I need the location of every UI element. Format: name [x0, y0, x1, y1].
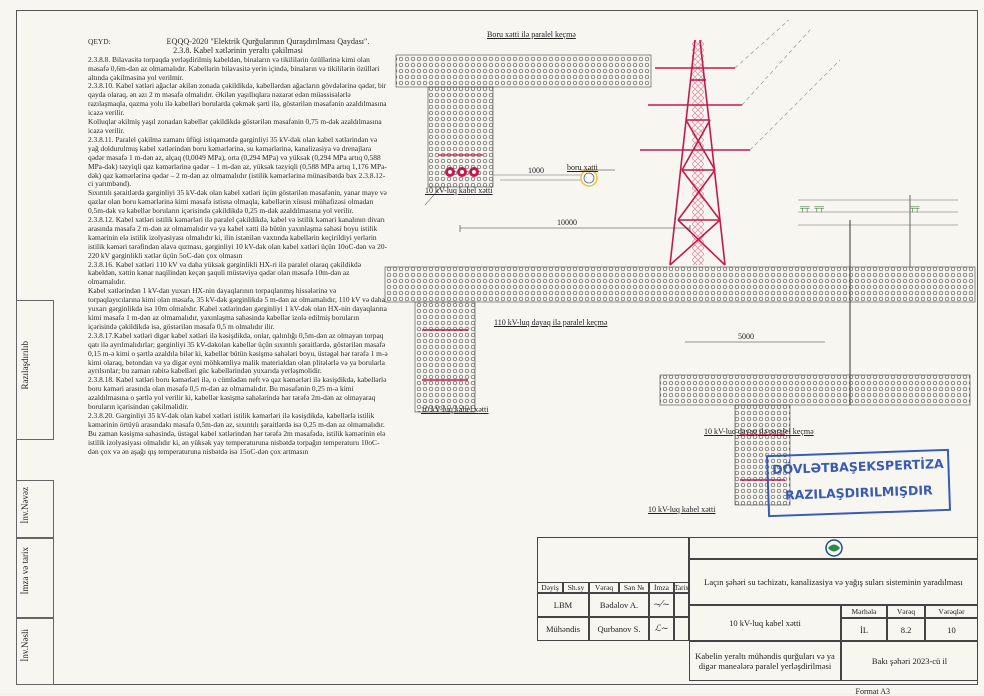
- tb-format: Format A3: [855, 687, 890, 696]
- title-pipe-parallel: Boru xətti ilə paralel keçmə: [487, 30, 576, 39]
- company-logo-icon: [823, 539, 845, 557]
- tb-h-vereq-no: Vərəq: [887, 605, 925, 618]
- tb-h-vereq: Vərəq: [589, 582, 619, 593]
- tb-h-sen: Sən №: [619, 582, 649, 593]
- strip-cell-razilasdirilib: [16, 300, 54, 440]
- paragraph: 2.3.8.16. Kabel xətləri 110 kV və daha yüksək gərginlikli HX-ri ilə paralel olaraq çəkildikdə kabeldən, xəttin kənar naqilindən keçən şaquli müstəviyə qədər olan məsafə 10m-dən az olmamalıdır.: [88, 259, 362, 287]
- pipe-symbol: [581, 170, 597, 186]
- tb-h-shsy: Sh.sy: [563, 582, 589, 593]
- title-110kv: 110 kV-luq dayaq ilə paralel keçmə: [494, 318, 608, 327]
- soil-layer-3: [660, 375, 970, 405]
- paragraph: 2.3.8.20. Gərginliyi 35 kV-dək olan kabel xətləri istilik kəmərləri ilə kəsişdikdə, kabellərlə istilik kəmərinin örtüyü arasındakı məsafə 0,5m-dən az, sıxıntılı şəraitlərdə isə 0,25 m-dən az olmamalıdır. Bu zaman kəsişmə sahəsində, üstəgəl kabel xətlərindən hər tərəfə 2m məsafədə, istilik kəmərinin elə istilik izolyasiyası olmalıdır ki, ən yüksək yay temperaturuna nisbətdə torpağın temperaturu 10oC-dən çox və ən aşağı qış temperaturuna nisbətdə isə 15oC-dən çox artmasın: [88, 410, 386, 456]
- tb-v-vereqler: 10: [925, 618, 978, 641]
- tb-description: Kabelin yeraltı mühəndis qurğuları və ya digər maneələrə paralel yerləşdirilməsi: [689, 641, 841, 681]
- soil-layer-1: [396, 55, 651, 87]
- paragraph: 2.3.8.17.Kabel xətləri digər kabel xətləri ilə kəsişdikdə, onlar, qalınlığı 0,5m-dən az olmayan torpaq qatı ilə ayrılmalıdırlar; gərginliyi 35 kV-dəkolan kabellər üçün sıxıntılı şəraitlərdə, göstərilən məsafə 0,15 m-ə kimi o şərtlə azaldıla bilər ki, kabellər bütün kəsişmə sahələri boyu, üstəgəl hər tərəfə 1 m-ə kimi olaraq, betondan və ya digər eyni möhkəmliyə malik materialdan olan plitələrlə və ya borularla ayrılsınlar; bu zaman rabitə kabelləri güc kabellərindən yuxarıda yerləşmolidir.: [88, 330, 388, 376]
- paragraph: Kolluqlar əkilmiş yaşıl zonadan kabellər çəkildikdə göstərilən məsafənin 0,75 m-dək azaldılmasına icazə verilir.: [88, 117, 382, 135]
- tb-v-vereq: 8.2: [887, 618, 925, 641]
- tb-date-2: [674, 617, 689, 641]
- dim-5000: 5000: [738, 332, 754, 341]
- tb-h-imza: İmza: [649, 582, 674, 593]
- trench-2: [415, 302, 475, 412]
- svg-text:╤╤ ╤╤: ╤╤ ╤╤: [800, 204, 825, 213]
- strip-label-imza-tarix: İmza və tarix: [20, 547, 30, 595]
- left-binding-strip: [16, 300, 54, 685]
- paragraph: 2.3.8.11. Paralel çəkilmə zamanı üfüqi istiqamətdə gərginliyi 35 kV-dək olan kabel xətlərindən və yağ doldurulmuş kabel xətlərindən boru kəmərlərinə, su kəmərlərinə, kanalizasiya və drenajlara qədər məsafə 1 m-dən az, alçaq (0,0049 MPa), orta (0,294 MPa) və yüksək (0,294 MPa artıq 0,588 MPa-dək) təzyiqli qaz kəmərlərinə qədər – 1 m-dən az, yüksək təzyiqli (0,588 MPa artıq 1,176 MPa-dək) qaz kəmərlərinə qədər – 2 m-dən az olmamalıdır (istilik kəmərlərinə münasibətdə bax 2.3.8.12-ci yarımbənd).: [88, 134, 387, 189]
- dim-10000: 10000: [557, 218, 577, 227]
- tb-v-marhala: İL: [841, 618, 887, 641]
- strip-cell-inv-novoz: [16, 480, 54, 538]
- strip-label-razilasdirilib: Razılaşdırılıb: [20, 341, 30, 390]
- strip-label-inv-novoz: İnv.Nəvəz: [20, 487, 30, 524]
- engineering-drawing: [380, 20, 978, 520]
- tb-city-year: Bakı şəhəri 2023-cü il: [841, 641, 978, 681]
- strip-cell-imza-tarix: [16, 538, 54, 618]
- paragraph: 2.3.8.8. Bilavasitə torpaqda yerləşdirilmiş kabeldən, binaların və tikililərin özüllərinə kimi olan məsafə 0,6m-dən az olmamalıdır. Kabellərin bilavasitə yerin içində, binaların və tikililərin özülləri altında çəkilməsinə yol verilmir.: [88, 54, 380, 82]
- soil-layer-2: [385, 267, 975, 302]
- tb-role-2: Mühəndis: [537, 617, 589, 641]
- title-10kv-support: 10 kV-luq dayaq ilə paralel keçmə: [704, 427, 814, 436]
- dim-1000: 1000: [528, 166, 544, 175]
- tb-h-tarix: Tarix: [674, 583, 689, 592]
- signature-1: ~⁄~: [649, 593, 674, 617]
- paragraph: Sıxıntılı şəraitlərdə gərginliyi 35 kV-dək olan kabel xətləri üçün göstərilən məsafənin, yanar maye və qazlar olan boru kəmərlərinə kimi məsafə istisna olmaqla, kabellərin xüsusi mühafizəsi olmadan 0,5m-dək və kabellər boruların içərisində çəkildikdə 0,25 m-dək azaldılmasına yol verilir.: [88, 188, 387, 216]
- title-block: [537, 537, 978, 696]
- tb-name-1: Bədəlov A.: [589, 593, 649, 617]
- paragraph: 2.3.8.18. Kabel xətləri boru kəmərləri ilə, o cümlədən neft və qaz kəmərləri ilə kəsişdikdə, kabellərlə boru kəməri arasında olan məsafə 0,5 m-dən az olmamalıdır. Bu məsafənin 0,25 m-ə kimi azaldılmasına o şərtlə yol verilir ki, kabellər kəsişmə sahələrində hər tərəfə 2m-dən az olmayaraq boruların içərisindən çəkilməlidir.: [88, 375, 387, 412]
- tb-project: Laçın şəhəri su təchizatı, kanalizasiya və yağış suları sisteminin yaradılması: [689, 559, 978, 605]
- tb-name-2: Qurbanov S.: [589, 617, 649, 641]
- qeyd-label: QEYD:: [88, 37, 111, 46]
- stamp-line-1: DÖVLƏTBAŞEKSPERTİZA: [771, 456, 944, 477]
- tb-h-marhala: Mərhələ: [841, 605, 887, 618]
- tb-role-1: LBM: [537, 593, 589, 617]
- strip-cell-inv-nesli: [16, 618, 54, 685]
- tb-h-vereqler: Vərəqlər: [925, 605, 978, 618]
- tb-sheet-title: 10 kV-luq kabel xətti: [689, 605, 841, 641]
- tb-logo: [689, 537, 978, 559]
- regulation-text: [88, 38, 388, 457]
- code-title: EQQQ-2020 "Elektrik Qurğularının Quraşdırılması Qaydası".: [166, 36, 370, 46]
- approval-stamp: [766, 449, 951, 517]
- signature-2: ℒ~: [649, 617, 674, 641]
- paragraph: 2.3.8.12. Kabel xətləri istilik kəmərləri ilə paralel çəkildikdə, kabel və istilik kəməri kanalının divarı arasında məsafə 2 m-dən az olmamalıdır və ya kabel xətti ilə bütün yaxınlaşma sahəsi boyu istilik kəmərinin elə istilik izolyasiyası olmalıdır ki, ilin istənilən vaxtında kabellərin keçirildiyi yerlərin istilik kəməri tərəfindən əlavə qızması, gərginliyi 10 kV-dək olan kabel xətləri üçün 10oC-dən və 20-220 kV gərginlikli xətlər üçün 5oC-dən çox olmasın: [88, 215, 388, 260]
- cable-label-2: 10 kV-luq kabel xətti: [421, 405, 489, 414]
- svg-text:╤╤: ╤╤: [910, 204, 920, 213]
- cable-label-1: 10 kV-luq kabel xətti: [425, 186, 493, 195]
- tb-h-deyis: Dəyiş: [537, 582, 563, 593]
- tb-blank: [537, 537, 689, 582]
- paragraph: 2.3.8.10. Kabel xətləri ağaclar əkilən zonada çəkildikdə, kabellərdən ağacların gövdələrinə qədər, bir qayda olaraq, ən azı 2 m məsafə olmalıdır. Əkilən yaşıllıqlara nəzarət edən müəssisələrlə razılaşmaqla, qazma yolu ilə kabelləri borularda çəkmək şərti ilə, göstərilən məsafənin azaldılmasına icazə verilir.: [88, 81, 387, 118]
- cable-label-3: 10 kV-luq kabel xətti: [648, 505, 716, 514]
- tb-date-1: [674, 593, 689, 617]
- stamp-line-2: RAZILAŞDIRILMIŞDIR: [784, 482, 933, 503]
- section-title: 2.3.8. Kabel xətlərinin yeraltı çəkilməsi: [173, 45, 303, 55]
- pipe-label: boru xətti: [567, 163, 598, 172]
- strip-label-inv-nesli: İnv.Nəsli: [20, 629, 30, 662]
- paragraph: Kabel xətlərindən 1 kV-dan yuxarı HX-nin dayaqlarının torpaqlanmış hissələrinə və torpaqlayıcılarına kimi olan məsafə, 35 kV-dək gərginlikdə 5 m-dən az olmamalıdır, 110 kV və daha yuxarı gərginlikdə isə 10m olmalıdır. Kabel xətlərindən gərginliyi 1 kV-dək olan HX-nin dayaqlarına kimi məsafə 1 m-dən az olmamalıdır, yaxınlaşma sahəsində kabellər izolə edilmiş boruların içərisində çəkildikdə isə, göstərilən məsafə 0,5 m olmalıdır ilir.: [88, 286, 387, 331]
